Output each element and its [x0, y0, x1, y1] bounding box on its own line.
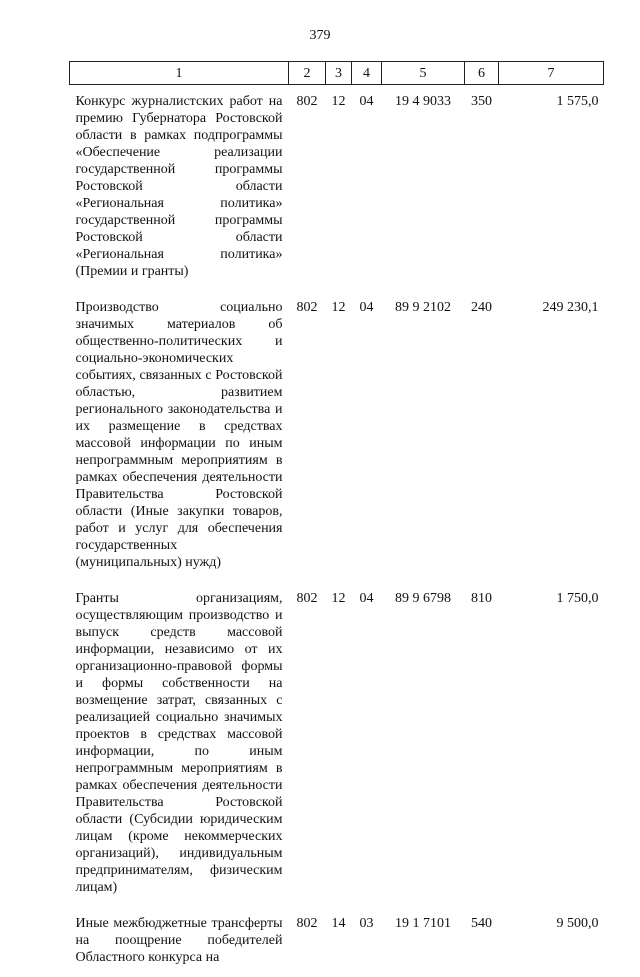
row-target-article: 19 1 7101 [382, 907, 465, 977]
row-target-article: 19 4 9033 [382, 85, 465, 292]
row-target-article: 89 9 6798 [382, 582, 465, 907]
row-description: Гранты организациям, осуществляющим производство и выпуск средств массовой информации, независимо от их организационно-правовой формы и формы собственности на возмещение затрат, связанных с реализацией социально значимых проектов в средствах массовой информации, по иным непрограммным мероприятиям в рамках обеспечения деятельности Правительства Ростовской области (Субсидии юридическим лицам (кроме некоммерческих организаций), индивидуальным предпринимателям, физическим лицам) [70, 582, 289, 907]
row-ministry-code: 802 [289, 582, 326, 907]
row-expense-type: 350 [465, 85, 499, 292]
row-section-code: 12 [326, 85, 352, 292]
table-body [70, 85, 604, 977]
row-amount: 1 750,0 [499, 582, 604, 907]
table-row [70, 85, 604, 292]
column-header-4: 4 [352, 62, 382, 85]
table-row [70, 291, 604, 582]
row-subsection-code: 04 [352, 582, 382, 907]
row-amount: 9 500,0 [499, 907, 604, 977]
budget-table [69, 61, 604, 977]
row-section-code: 12 [326, 291, 352, 582]
row-description: Производство социально значимых материалов об общественно-политических и социально-экономических событиях, связанных с Ростовской областью, развитием регионального законодательства и их размещение в средствах массовой информации по иным непрограммным мероприятиям в рамках обеспечения деятельности Правительства Ростовской области (Иные закупки товаров, работ и услуг для обеспечения государственных (муниципальных) нужд) [70, 291, 289, 582]
row-description: Конкурс журналистских работ на премию Губернатора Ростовской области в рамках подпрограммы «Обеспечение реализации государственной программы Ростовской области «Региональная политика» государственной программы Ростовской области «Региональная политика» (Премии и гранты) [70, 85, 289, 292]
row-section-code: 12 [326, 582, 352, 907]
row-subsection-code: 04 [352, 291, 382, 582]
column-header-7: 7 [499, 62, 604, 85]
row-amount: 249 230,1 [499, 291, 604, 582]
row-expense-type: 810 [465, 582, 499, 907]
column-header-2: 2 [289, 62, 326, 85]
row-amount: 1 575,0 [499, 85, 604, 292]
row-subsection-code: 03 [352, 907, 382, 977]
row-subsection-code: 04 [352, 85, 382, 292]
column-header-6: 6 [465, 62, 499, 85]
table-row [70, 582, 604, 907]
row-ministry-code: 802 [289, 907, 326, 977]
row-target-article: 89 9 2102 [382, 291, 465, 582]
row-section-code: 14 [326, 907, 352, 977]
row-ministry-code: 802 [289, 85, 326, 292]
row-expense-type: 540 [465, 907, 499, 977]
row-ministry-code: 802 [289, 291, 326, 582]
table-header [70, 62, 604, 85]
column-header-1: 1 [70, 62, 289, 85]
table-row [70, 907, 604, 977]
row-description: Иные межбюджетные трансферты на поощрение победителей Областного конкурса на [70, 907, 289, 977]
header-row [70, 62, 604, 85]
page-number: 379 [0, 28, 640, 44]
column-header-5: 5 [382, 62, 465, 85]
row-expense-type: 240 [465, 291, 499, 582]
column-header-3: 3 [326, 62, 352, 85]
